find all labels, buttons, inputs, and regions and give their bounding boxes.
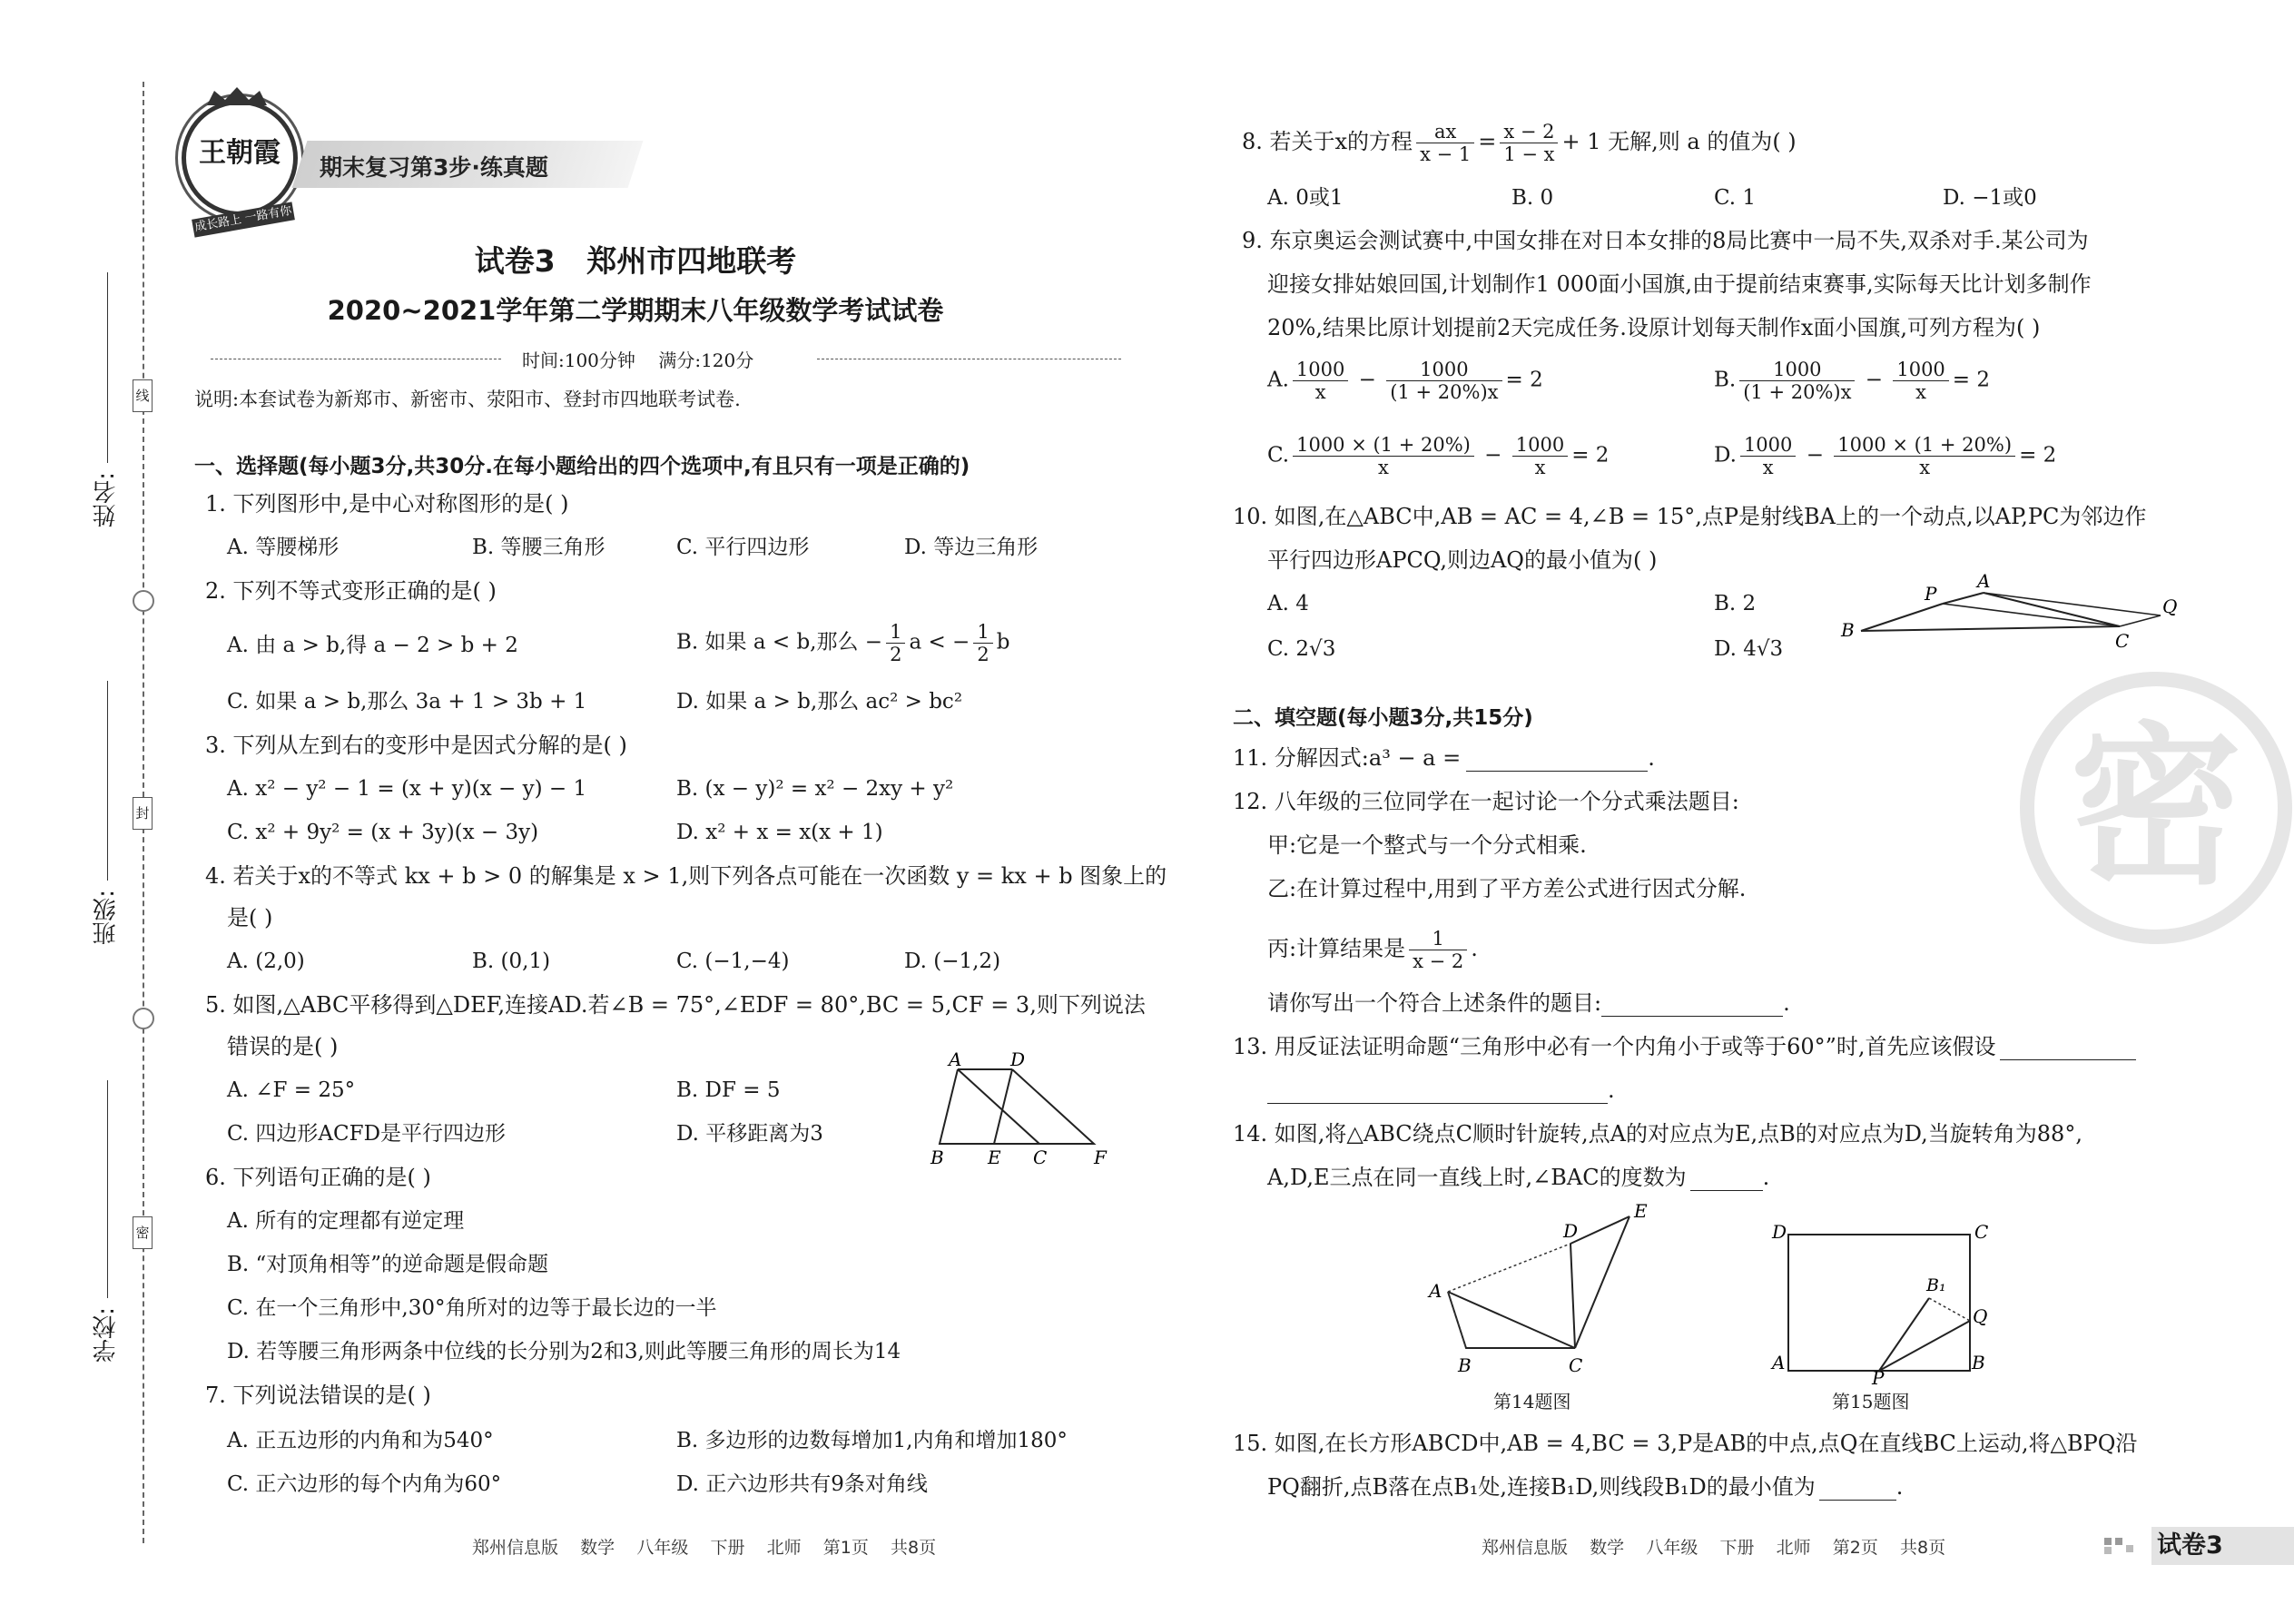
q14-fig-segment-dc xyxy=(1570,1244,1575,1348)
q5-label-f: F xyxy=(1094,1147,1107,1168)
q14-label-c: C xyxy=(1569,1354,1583,1376)
footer-left: 郑州信息版 数学 八年级 下册 北师 第1页 共8页 xyxy=(472,1538,937,1558)
q14-figure xyxy=(1416,1200,1661,1384)
q2-option-a[interactable]: A. 由 a > b,得 a − 2 > b + 2 xyxy=(227,634,518,657)
q7-stem: 7. 下列说法错误的是( ) xyxy=(205,1383,431,1408)
q10-figure xyxy=(1834,567,2188,652)
crown-icon xyxy=(205,87,269,107)
q4-stem-line2: 是( ) xyxy=(227,905,273,930)
stamp-text: 密 xyxy=(2069,707,2242,908)
logo-text: 王朝霞 xyxy=(199,137,281,169)
q8-post: + 1 无解,则 a 的值为( ) xyxy=(1561,129,1797,154)
q6-option-b[interactable]: B. “对顶角相等”的逆命题是假命题 xyxy=(227,1253,549,1276)
q5-figure xyxy=(921,1048,1130,1168)
q9-line3: 20%,结果比原计划提前2天完成任务.设原计划每天制作x面小国旗,可列方程为( ) xyxy=(1267,315,2041,340)
q14-fig-triangle-abc xyxy=(1448,1292,1575,1348)
q9-line1: 9. 东京奥运会测试赛中,中国女排在对日本女排的8局比赛中一局不失,双杀对手.某公司为 xyxy=(1242,228,2089,253)
tab-dots-icon xyxy=(2104,1536,2148,1554)
class-label: 班级: xyxy=(93,890,120,945)
q6-option-d[interactable]: D. 若等腰三角形两条中位线的长分别为2和3,则此等腰三角形的周长为14 xyxy=(227,1340,901,1363)
q5-stem-line2: 错误的是( ) xyxy=(227,1034,339,1059)
q8-option-b[interactable]: B. 0 xyxy=(1511,186,1554,210)
q10-label-c: C xyxy=(2115,630,2130,652)
q8-pre: 8. 若关于x的方程 xyxy=(1242,129,1413,154)
q8-stem xyxy=(1242,121,1797,165)
paper-title: 试卷3 郑州市四地联考 xyxy=(474,243,797,279)
q10-fig-segment-ac xyxy=(1984,593,2120,626)
q1-option-d[interactable]: D. 等边三角形 xyxy=(904,536,1039,559)
q12-line5: 请你写出一个符合上述条件的题目: . xyxy=(1267,990,1790,1016)
q4-option-c[interactable]: C. (−1,−4) xyxy=(676,950,790,973)
q13-answer-blank-b[interactable] xyxy=(1267,1079,1608,1104)
review-banner-text: 期末复习第3步·练真题 xyxy=(320,154,548,181)
seal-mark-xian: 线 xyxy=(133,379,153,412)
q2-option-b[interactable] xyxy=(676,621,1009,665)
q10-line1: 10. 如图,在△ABC中,AB = AC = 4,∠B = 15°,点P是射线BA上的一个动点,以AP,PC为邻边作 xyxy=(1233,504,2147,529)
q8-fraction-2: $\frac{x - 2}{1 - x}$ xyxy=(1500,121,1558,165)
q15-caption: 第15题图 xyxy=(1832,1391,1910,1412)
q14-line2: A,D,E三点在同一直线上时,∠BAC的度数为 . xyxy=(1267,1165,1770,1190)
q5-label-b: B xyxy=(930,1147,944,1168)
q15-label-a: A xyxy=(1772,1352,1786,1373)
q10-fig-segment-bp xyxy=(1861,604,1943,631)
q12-line4: 丙:计算结果是 $\frac{1}{x - 2}$ . xyxy=(1267,928,1478,972)
q5-fig-triangle-def xyxy=(994,1069,1094,1144)
q7-option-c[interactable]: C. 正六边形的每个内角为60° xyxy=(227,1472,502,1496)
q15-figure xyxy=(1761,1216,1989,1389)
q5-stem-line1: 5. 如图,△ABC平移得到△DEF,连接AD.若∠B = 75°,∠EDF = 80°,BC = 5,CF = 3,则下列说法 xyxy=(205,992,1146,1018)
q2-b-pre: B. 如果 a < b,那么 − xyxy=(676,630,883,655)
q10-fig-segment-bc xyxy=(1861,626,2120,631)
q13-line1: 13. 用反证法证明命题“三角形中必有一个内角小于或等于60°”时,首先应该假设 xyxy=(1233,1033,2136,1060)
q5-label-e: E xyxy=(988,1147,1001,1168)
q10-fig-segment-pa xyxy=(1943,593,1984,604)
q8-fraction-1: $\frac{ax}{x - 1}$ xyxy=(1416,121,1474,165)
q15-label-p: P xyxy=(1872,1367,1885,1389)
q14-answer-blank[interactable] xyxy=(1690,1166,1763,1191)
q15-line1: 15. 如图,在长方形ABCD中,AB = 4,BC = 3,P是AB的中点,点Q在直线BC上运动,将△BPQ沿 xyxy=(1233,1431,2138,1456)
q5-option-b[interactable]: B. DF = 5 xyxy=(676,1078,781,1102)
q1-option-a[interactable]: A. 等腰梯形 xyxy=(227,536,340,559)
q4-option-b[interactable]: B. (0,1) xyxy=(472,950,551,973)
q12-line2: 甲:它是一个整式与一个分式相乘. xyxy=(1267,832,1587,858)
school-label: 学校: xyxy=(93,1307,120,1363)
q14-label-d: D xyxy=(1563,1220,1579,1242)
q15-label-d: D xyxy=(1772,1221,1787,1243)
q14-label-e: E xyxy=(1634,1200,1648,1222)
q10-option-c[interactable]: C. 2√3 xyxy=(1267,637,1336,661)
q10-option-b[interactable]: B. 2 xyxy=(1714,592,1757,615)
seal-mark-mi: 密 xyxy=(133,1216,153,1249)
q10-label-q: Q xyxy=(2162,595,2178,617)
q9-option-d[interactable]: D. $\frac{1000}{x}$ − $\frac{1000 \times (1 + 20\%)}{x}$ = 2 xyxy=(1714,434,2057,478)
q8-option-c[interactable]: C. 1 xyxy=(1714,186,1757,210)
section2-heading: 二、填空题(每小题3分,共15分) xyxy=(1233,706,1533,730)
q14-fig-segment-ec xyxy=(1575,1216,1629,1348)
q2-stem: 2. 下列不等式变形正确的是( ) xyxy=(205,578,497,604)
q13-answer-blank-a[interactable] xyxy=(2000,1036,2136,1060)
q5-option-c[interactable]: C. 四边形ACFD是平行四边形 xyxy=(227,1122,507,1146)
q7-option-d[interactable]: D. 正六边形共有9条对角线 xyxy=(676,1472,928,1496)
q1-option-b[interactable]: B. 等腰三角形 xyxy=(472,536,605,559)
q15-label-b: B xyxy=(1972,1352,1985,1373)
q9-option-c[interactable]: C. $\frac{1000 \times (1 + 20\%)}{x}$ − $\frac{1000}{x}$ = 2 xyxy=(1267,434,1610,478)
q9-option-b[interactable]: B. $\frac{1000}{(1 + 20\%)x}$ − $\frac{1000}{x}$ = 2 xyxy=(1714,359,1991,403)
q6-stem: 6. 下列语句正确的是( ) xyxy=(205,1165,431,1190)
binding-hole-icon xyxy=(133,590,154,612)
q10-label-a: A xyxy=(1977,570,1991,592)
q8-option-d[interactable]: D. −1或0 xyxy=(1943,186,2037,210)
footer-right: 郑州信息版 数学 八年级 下册 北师 第2页 共8页 xyxy=(1482,1538,1946,1558)
q11-post: . xyxy=(1648,745,1655,771)
q9-option-a[interactable]: A. $\frac{1000}{x}$ − $\frac{1000}{(1 + 20\%)x}$ = 2 xyxy=(1267,359,1543,403)
paper-tab xyxy=(2151,1527,2294,1565)
q3-option-b[interactable]: B. (x − y)² = x² − 2xy + y² xyxy=(676,777,954,801)
q4-option-a[interactable]: A. (2,0) xyxy=(227,950,305,973)
section1-heading: 一、选择题(每小题3分,共30分.在每小题给出的四个选项中,有且只有一项是正确的) xyxy=(194,455,970,478)
school-field[interactable] xyxy=(107,1080,108,1298)
q4-stem-line1: 4. 若关于x的不等式 kx + b > 0 的解集是 x > 1,则下列各点可能在一次函数 y = kx + b 图象上的 xyxy=(205,863,1167,889)
q12-line1: 12. 八年级的三位同学在一起讨论一个分式乘法题目: xyxy=(1233,789,1739,814)
q10-fig-segment-cq xyxy=(2120,615,2161,626)
time-info: 时间:100分钟 满分:120分 xyxy=(522,349,754,371)
binding-hole-icon xyxy=(133,1008,154,1029)
seal-mark-feng: 封 xyxy=(133,797,153,830)
q10-label-b: B xyxy=(1841,619,1855,641)
q11-pre: 11. 分解因式:a³ − a = xyxy=(1233,745,1462,771)
q1-option-c[interactable]: C. 平行四边形 xyxy=(676,536,810,559)
q4-option-d[interactable]: D. (−1,2) xyxy=(904,950,1001,973)
q5-label-d: D xyxy=(1010,1048,1026,1070)
q15-fig-rectangle xyxy=(1788,1235,1970,1371)
q15-label-c: C xyxy=(1974,1221,1989,1243)
q14-label-b: B xyxy=(1458,1354,1472,1376)
q15-line2: PQ翻折,点B落在点B₁处,连接B₁D,则线段B₁D的最小值为 . xyxy=(1267,1474,1904,1500)
q1-stem: 1. 下列图形中,是中心对称图形的是( ) xyxy=(205,491,569,517)
confidential-stamp xyxy=(2020,672,2292,944)
q15-fig-segment-pq xyxy=(1879,1321,1970,1371)
q15-answer-blank[interactable] xyxy=(1819,1476,1896,1501)
q10-label-p: P xyxy=(1925,583,1937,605)
q14-caption: 第14题图 xyxy=(1493,1391,1571,1412)
paper-note: 说明:本套试卷为新郑市、新密市、荥阳市、登封市四地联考试卷. xyxy=(194,389,741,410)
q3-option-a[interactable]: A. x² − y² − 1 = (x + y)(x − y) − 1 xyxy=(227,777,587,801)
paper-tab-label: 试卷3 xyxy=(2157,1531,2223,1560)
fraction-half: $\frac{1}{2}$ xyxy=(973,621,992,665)
name-label: 姓名: xyxy=(93,472,120,527)
q5-label-c: C xyxy=(1033,1147,1048,1168)
fraction-half: $\frac{1}{2}$ xyxy=(886,621,905,665)
paper-subtitle: 2020~2021学年第二学期期末八年级数学考试试卷 xyxy=(327,295,944,326)
q15-fig-segment-b1q xyxy=(1929,1298,1970,1321)
q15-label-b1: B₁ xyxy=(1926,1275,1946,1295)
q11-answer-blank[interactable] xyxy=(1466,747,1648,772)
q5-label-a: A xyxy=(949,1048,962,1070)
logo-motto: 成长路上 一路有你 xyxy=(192,202,295,237)
q7-option-b[interactable]: B. 多边形的边数每增加1,内角和增加180° xyxy=(676,1429,1068,1452)
q9-line2: 迎接女排姑娘回国,计划制作1 000面小国旗,由于提前结束赛事,实际每天比计划多制作 xyxy=(1267,271,2092,297)
q2-b-mid: a < − xyxy=(909,630,970,655)
q11-line xyxy=(1233,744,1655,772)
q6-option-a[interactable]: A. 所有的定理都有逆定理 xyxy=(227,1209,465,1233)
q2-option-c[interactable]: C. 如果 a > b,那么 3a + 1 > 3b + 1 xyxy=(227,690,587,714)
q14-fig-segment-ad xyxy=(1448,1244,1570,1292)
q2-option-d[interactable]: D. 如果 a > b,那么 ac² > bc² xyxy=(676,690,963,714)
q3-option-c[interactable]: C. x² + 9y² = (x + 3y)(x − 3y) xyxy=(227,821,539,844)
q2-b-post: b xyxy=(996,630,1010,655)
logo-badge xyxy=(182,100,298,216)
q15-fig-segment-pb1 xyxy=(1879,1298,1929,1371)
q13-line2: . xyxy=(1267,1077,1615,1104)
q14-label-a: A xyxy=(1429,1280,1442,1302)
q12-line3: 乙:在计算过程中,用到了平方差公式进行因式分解. xyxy=(1267,876,1747,901)
q5-option-a[interactable]: A. ∠F = 25° xyxy=(227,1078,356,1102)
class-field[interactable] xyxy=(107,681,108,881)
q6-option-c[interactable]: C. 在一个三角形中,30°角所对的边等于最长边的一半 xyxy=(227,1296,717,1320)
q10-line2: 平行四边形APCQ,则边AQ的最小值为( ) xyxy=(1267,547,1658,573)
q10-option-d[interactable]: D. 4√3 xyxy=(1714,637,1784,661)
q7-option-a[interactable]: A. 正五边形的内角和为540° xyxy=(227,1429,494,1452)
q14-line1: 14. 如图,将△ABC绕点C顺时针旋转,点A的对应点为E,点B的对应点为D,当旋转角为88°, xyxy=(1233,1121,2082,1147)
q12-answer-blank[interactable] xyxy=(1601,992,1783,1017)
q3-stem: 3. 下列从左到右的变形中是因式分解的是( ) xyxy=(205,733,627,758)
q5-option-d[interactable]: D. 平移距离为3 xyxy=(676,1122,823,1146)
q15-label-q: Q xyxy=(1973,1305,1988,1327)
q8-eq: = xyxy=(1478,129,1497,154)
q8-option-a[interactable]: A. 0或1 xyxy=(1267,186,1344,210)
q3-option-d[interactable]: D. x² + x = x(x + 1) xyxy=(676,821,883,844)
q10-option-a[interactable]: A. 4 xyxy=(1267,592,1309,615)
